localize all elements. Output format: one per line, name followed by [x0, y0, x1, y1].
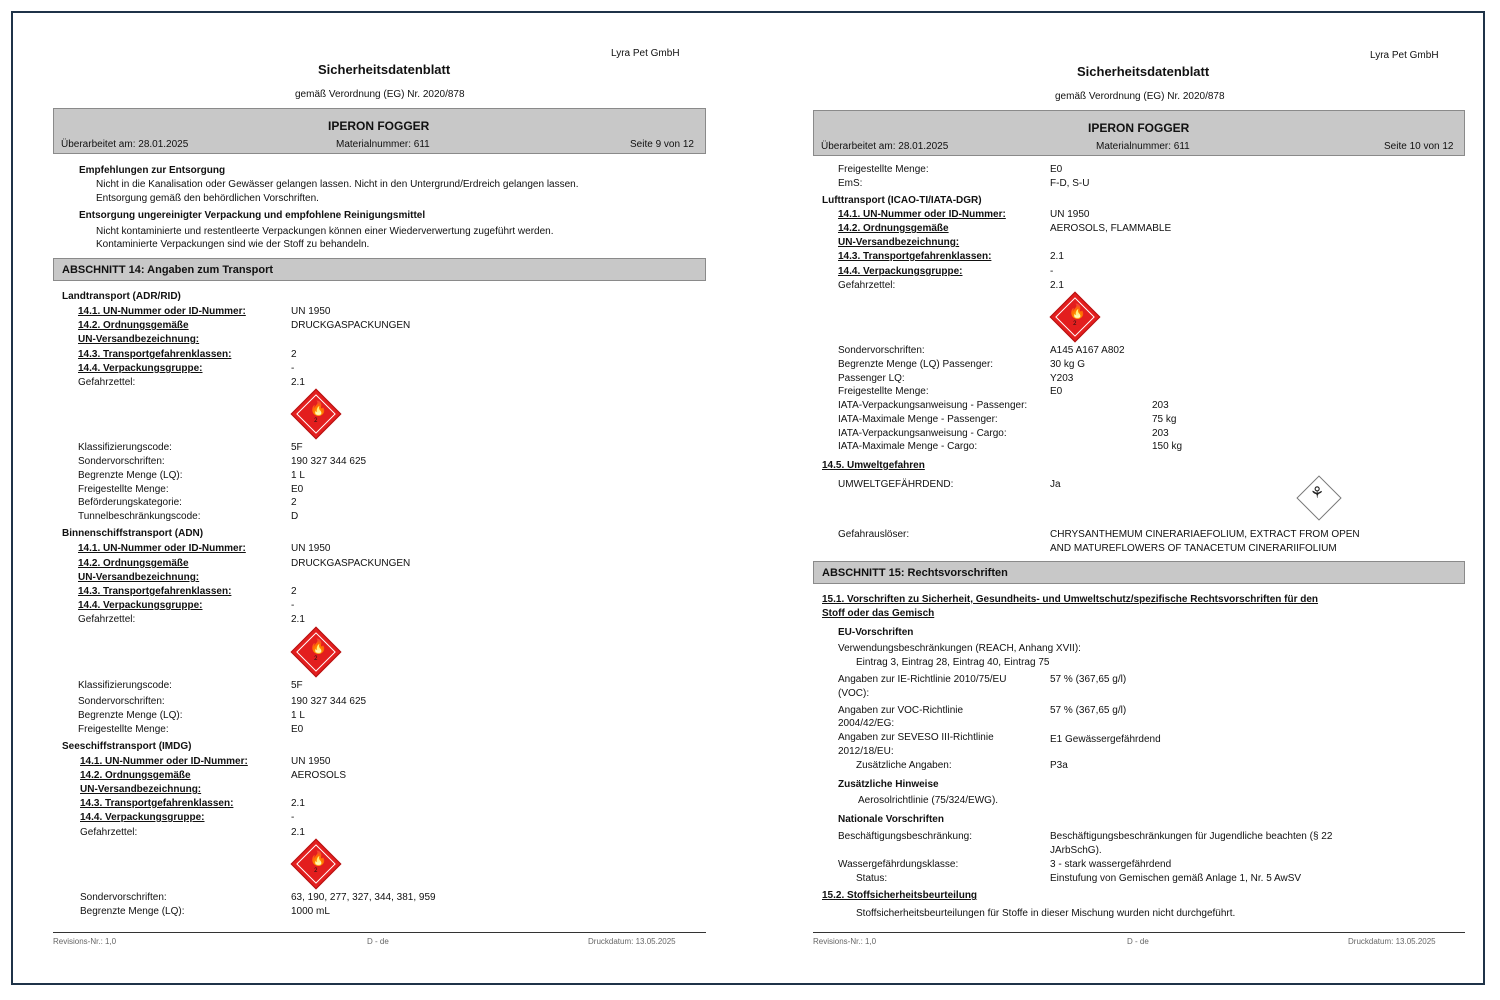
eu-regulations-heading: EU-Vorschriften	[838, 627, 914, 638]
hazard-label-label: Gefahrzettel:	[78, 377, 136, 388]
seveso-label: 2012/18/EU:	[838, 746, 894, 757]
un-number-label: 14.1. UN-Nummer oder ID-Nummer:	[78, 543, 246, 554]
hazard-trigger-value: CHRYSANTHEMUM CINERARIAEFOLIUM, EXTRACT FROM OPEN	[1050, 529, 1360, 540]
packing-group-value: -	[291, 600, 295, 611]
hazard-trigger-label: Gefahrauslöser:	[838, 529, 910, 540]
hazard-class-label: 14.3. Transportgefahrenklassen:	[78, 349, 232, 360]
packing-group-label: 14.4. Verpackungsgruppe:	[838, 266, 963, 277]
page-number: Seite 10 von 12	[1384, 141, 1454, 152]
excepted-quantity-label: Freigestellte Menge:	[838, 386, 929, 397]
un-number-value: UN 1950	[291, 306, 331, 317]
shipping-name-label: 14.2. Ordnungsgemäße	[78, 320, 189, 331]
page-10	[760, 0, 1500, 1000]
iata-packing-passenger-value: 203	[1152, 400, 1169, 411]
footer-divider	[813, 932, 1465, 933]
voc-directive-label: 2004/42/EG:	[838, 718, 895, 729]
classification-code-value: 5F	[291, 680, 303, 691]
shipping-name-value: AEROSOLS	[291, 770, 347, 781]
limited-quantity-label: Begrenzte Menge (LQ):	[78, 710, 183, 721]
passenger-lq-label: Passenger LQ:	[838, 373, 905, 384]
environmental-hazard-label: UMWELTGEFÄHRDEND:	[838, 479, 954, 490]
packing-group-value: -	[291, 363, 295, 374]
revision-date: Überarbeitet am: 28.01.2025	[821, 141, 949, 152]
packing-group-value: -	[291, 812, 295, 823]
flammable-gas-icon: 🔥 2	[291, 389, 342, 440]
special-provisions-label: Sondervorschriften:	[838, 345, 925, 356]
company-name: Lyra Pet GmbH	[611, 48, 680, 59]
disposal-heading: Empfehlungen zur Entsorgung	[79, 165, 226, 176]
additional-notes-heading: Zusätzliche Hinweise	[838, 779, 939, 790]
voc-directive-value: 57 % (367,65 g/l)	[1050, 705, 1127, 716]
shipping-name-value: DRUCKGASPACKUNGEN	[291, 558, 411, 569]
seveso-value: E1 Gewässergefährdend	[1050, 734, 1161, 745]
packing-group-label: 14.4. Verpackungsgruppe:	[78, 600, 203, 611]
product-header	[53, 108, 706, 154]
employment-restriction-value: Beschäftigungsbeschränkungen für Jugendliche beachten (§ 22	[1050, 831, 1333, 842]
packaging-disposal-heading: Entsorgung ungereinigter Verpackung und empfohlene Reinigungsmittel	[79, 210, 426, 221]
section-15-bar: ABSCHNITT 15: Rechtsvorschriften	[813, 561, 1465, 584]
ems-value: F-D, S-U	[1050, 178, 1090, 189]
passenger-lq-value: Y203	[1050, 373, 1074, 384]
iata-max-passenger-label: IATA-Maximale Menge - Passenger:	[838, 414, 998, 425]
un-number-value: UN 1950	[291, 543, 331, 554]
regulation-subtitle: gemäß Verordnung (EG) Nr. 2020/878	[1055, 91, 1225, 102]
packaging-disposal-text: Nicht kontaminierte und restentleerte Verpackungen können einer Wiederverwertung zugeführt werden.	[96, 226, 554, 237]
iata-packing-passenger-label: IATA-Verpackungsanweisung - Passenger:	[838, 400, 1028, 411]
iata-max-cargo-value: 150 kg	[1152, 441, 1183, 452]
reach-value: Eintrag 3, Eintrag 28, Eintrag 40, Eintrag 75	[856, 657, 1050, 668]
ie-directive-value: 57 % (367,65 g/l)	[1050, 674, 1127, 685]
special-provisions-label: Sondervorschriften:	[80, 892, 167, 903]
shipping-name-label: 14.2. Ordnungsgemäße	[80, 770, 191, 781]
excepted-quantity-value: E0	[1050, 164, 1063, 175]
limited-quantity-value: 1 L	[291, 710, 305, 721]
footer-language: D - de	[1127, 937, 1149, 946]
hazard-trigger-value: AND MATUREFLOWERS OF TANACETUM CINERARIIFOLIUM	[1050, 543, 1337, 554]
special-provisions-value: 63, 190, 277, 327, 344, 381, 959	[291, 892, 436, 903]
disposal-text: Nicht in die Kanalisation oder Gewässer gelangen lassen. Nicht in den Untergrund/Erdreich gelangen lassen.	[96, 179, 579, 190]
limited-quantity-label: Begrenzte Menge (LQ):	[78, 470, 183, 481]
special-provisions-label: Sondervorschriften:	[78, 696, 165, 707]
special-provisions-value: 190 327 344 625	[291, 696, 367, 707]
air-transport-heading: Lufttransport (ICAO-TI/IATA-DGR)	[822, 195, 982, 206]
inland-transport-heading: Binnenschiffstransport (ADN)	[62, 528, 204, 539]
special-provisions-value: 190 327 344 625	[291, 456, 367, 467]
transport-category-label: Beförderungskategorie:	[78, 497, 182, 508]
hazard-label-value: 2.1	[291, 614, 305, 625]
document-title: Sicherheitsdatenblatt	[318, 62, 451, 77]
water-hazard-class-label: Wassergefährdungsklasse:	[838, 859, 959, 870]
hazard-class-value: 2.1	[1050, 251, 1064, 262]
hazard-class-label: 14.3. Transportgefahrenklassen:	[838, 251, 992, 262]
packing-group-value: -	[1050, 266, 1054, 277]
shipping-name-label: UN-Versandbezeichnung:	[838, 237, 960, 248]
flammable-gas-icon: 🔥 2	[1050, 292, 1101, 343]
un-number-label: 14.1. UN-Nummer oder ID-Nummer:	[838, 209, 1006, 220]
section-15-1-heading: Stoff oder das Gemisch	[822, 608, 935, 619]
shipping-name-value: AEROSOLS, FLAMMABLE	[1050, 223, 1172, 234]
section-15-2-heading: 15.2. Stoffsicherheitsbeurteilung	[822, 890, 978, 901]
transport-category-value: 2	[291, 497, 297, 508]
flammable-gas-icon: 🔥 2	[291, 839, 342, 890]
status-label: Status:	[856, 873, 888, 884]
excepted-quantity-label: Freigestellte Menge:	[78, 724, 169, 735]
hazard-label-label: Gefahrzettel:	[78, 614, 136, 625]
un-number-value: UN 1950	[1050, 209, 1090, 220]
seveso-label: Angaben zur SEVESO III-Richtlinie	[838, 732, 994, 743]
limited-quantity-passenger-label: Begrenzte Menge (LQ) Passenger:	[838, 359, 994, 370]
reach-label: Verwendungsbeschränkungen (REACH, Anhang XVII):	[838, 643, 1081, 654]
shipping-name-label: UN-Versandbezeichnung:	[78, 334, 200, 345]
ie-directive-label: (VOC):	[838, 688, 870, 699]
document-title: Sicherheitsdatenblatt	[1077, 64, 1210, 79]
iata-max-cargo-label: IATA-Maximale Menge - Cargo:	[838, 441, 978, 452]
hazard-label-value: 2.1	[291, 377, 305, 388]
excepted-quantity-value: E0	[291, 724, 304, 735]
land-transport-heading: Landtransport (ADR/RID)	[62, 291, 181, 302]
employment-restriction-value: JArbSchG).	[1050, 845, 1102, 856]
iata-packing-cargo-value: 203	[1152, 428, 1169, 439]
section-15-1-heading: 15.1. Vorschriften zu Sicherheit, Gesundheits- und Umweltschutz/spezifische Rechtsvorschriften für den	[822, 594, 1319, 605]
footer-print-date: Druckdatum: 13.05.2025	[1348, 937, 1436, 946]
classification-code-label: Klassifizierungscode:	[78, 680, 172, 691]
footer-revision: Revisions-Nr.: 1,0	[53, 937, 117, 946]
material-number: Materialnummer: 611	[1096, 141, 1190, 152]
water-hazard-class-value: 3 - stark wassergefährdend	[1050, 859, 1172, 870]
excepted-quantity-value: E0	[1050, 386, 1063, 397]
status-value: Einstufung von Gemischen gemäß Anlage 1, Nr. 5 AwSV	[1050, 873, 1302, 884]
hazard-class-value: 2	[291, 349, 297, 360]
classification-code-value: 5F	[291, 442, 303, 453]
limited-quantity-label: Begrenzte Menge (LQ):	[80, 906, 185, 917]
ie-directive-label: Angaben zur IE-Richtlinie 2010/75/EU	[838, 674, 1007, 685]
special-provisions-value: A145 A167 A802	[1050, 345, 1125, 356]
shipping-name-label: UN-Versandbezeichnung:	[78, 572, 200, 583]
packing-group-label: 14.4. Verpackungsgruppe:	[80, 812, 205, 823]
hazard-class-value: 2	[291, 586, 297, 597]
voc-directive-label: Angaben zur VOC-Richtlinie	[838, 705, 964, 716]
additional-notes-value: Aerosolrichtlinie (75/324/EWG).	[858, 795, 999, 806]
material-number: Materialnummer: 611	[336, 139, 430, 150]
flammable-gas-icon: 🔥 2	[291, 627, 342, 678]
environmental-hazard-value: Ja	[1050, 479, 1061, 490]
national-regulations-heading: Nationale Vorschriften	[838, 814, 944, 825]
iata-packing-cargo-label: IATA-Verpackungsanweisung - Cargo:	[838, 428, 1007, 439]
revision-date: Überarbeitet am: 28.01.2025	[61, 139, 189, 150]
sea-transport-heading: Seeschiffstransport (IMDG)	[62, 741, 192, 752]
product-name: IPERON FOGGER	[328, 119, 430, 133]
environmental-hazards-heading: 14.5. Umweltgefahren	[822, 460, 925, 471]
company-name: Lyra Pet GmbH	[1370, 50, 1439, 61]
shipping-name-label: 14.2. Ordnungsgemäße	[838, 223, 949, 234]
shipping-name-label: UN-Versandbezeichnung:	[80, 784, 202, 795]
footer-language: D - de	[367, 937, 389, 946]
un-number-label: 14.1. UN-Nummer oder ID-Nummer:	[80, 756, 248, 767]
regulation-subtitle: gemäß Verordnung (EG) Nr. 2020/878	[295, 89, 465, 100]
product-header	[813, 110, 1465, 156]
packaging-disposal-text: Kontaminierte Verpackungen sind wie der Stoff zu behandeln.	[96, 239, 370, 250]
footer-print-date: Druckdatum: 13.05.2025	[588, 937, 676, 946]
additional-info-value: P3a	[1050, 760, 1068, 771]
limited-quantity-value: 1000 mL	[291, 906, 330, 917]
additional-info-label: Zusätzliche Angaben:	[856, 760, 952, 771]
packing-group-label: 14.4. Verpackungsgruppe:	[78, 363, 203, 374]
section-14-bar: ABSCHNITT 14: Angaben zum Transport	[53, 258, 706, 281]
hazard-label-label: Gefahrzettel:	[838, 280, 896, 291]
environment-hazard-icon: ⚘	[1296, 475, 1341, 520]
safety-assessment-text: Stoffsicherheitsbeurteilungen für Stoffe in dieser Mischung wurden nicht durchgeführt.	[856, 908, 1236, 919]
tunnel-code-value: D	[291, 511, 299, 522]
tunnel-code-label: Tunnelbeschränkungscode:	[78, 511, 201, 522]
un-number-label: 14.1. UN-Nummer oder ID-Nummer:	[78, 306, 246, 317]
footer-revision: Revisions-Nr.: 1,0	[813, 937, 877, 946]
iata-max-passenger-value: 75 kg	[1152, 414, 1177, 425]
product-name: IPERON FOGGER	[1088, 121, 1190, 135]
un-number-value: UN 1950	[291, 756, 331, 767]
excepted-quantity-value: E0	[291, 484, 304, 495]
classification-code-label: Klassifizierungscode:	[78, 442, 172, 453]
footer-divider	[53, 932, 706, 933]
ems-label: EmS:	[838, 178, 863, 189]
limited-quantity-passenger-value: 30 kg G	[1050, 359, 1086, 370]
shipping-name-label: 14.2. Ordnungsgemäße	[78, 558, 189, 569]
hazard-label-value: 2.1	[291, 827, 305, 838]
employment-restriction-label: Beschäftigungsbeschränkung:	[838, 831, 972, 842]
limited-quantity-value: 1 L	[291, 470, 305, 481]
excepted-quantity-label: Freigestellte Menge:	[838, 164, 929, 175]
hazard-label-label: Gefahrzettel:	[80, 827, 138, 838]
disposal-text: Entsorgung gemäß den behördlichen Vorschriften.	[96, 193, 319, 204]
shipping-name-value: DRUCKGASPACKUNGEN	[291, 320, 411, 331]
hazard-label-value: 2.1	[1050, 280, 1064, 291]
hazard-class-label: 14.3. Transportgefahrenklassen:	[80, 798, 234, 809]
excepted-quantity-label: Freigestellte Menge:	[78, 484, 169, 495]
special-provisions-label: Sondervorschriften:	[78, 456, 165, 467]
page-number: Seite 9 von 12	[630, 139, 694, 150]
hazard-class-value: 2.1	[291, 798, 305, 809]
hazard-class-label: 14.3. Transportgefahrenklassen:	[78, 586, 232, 597]
